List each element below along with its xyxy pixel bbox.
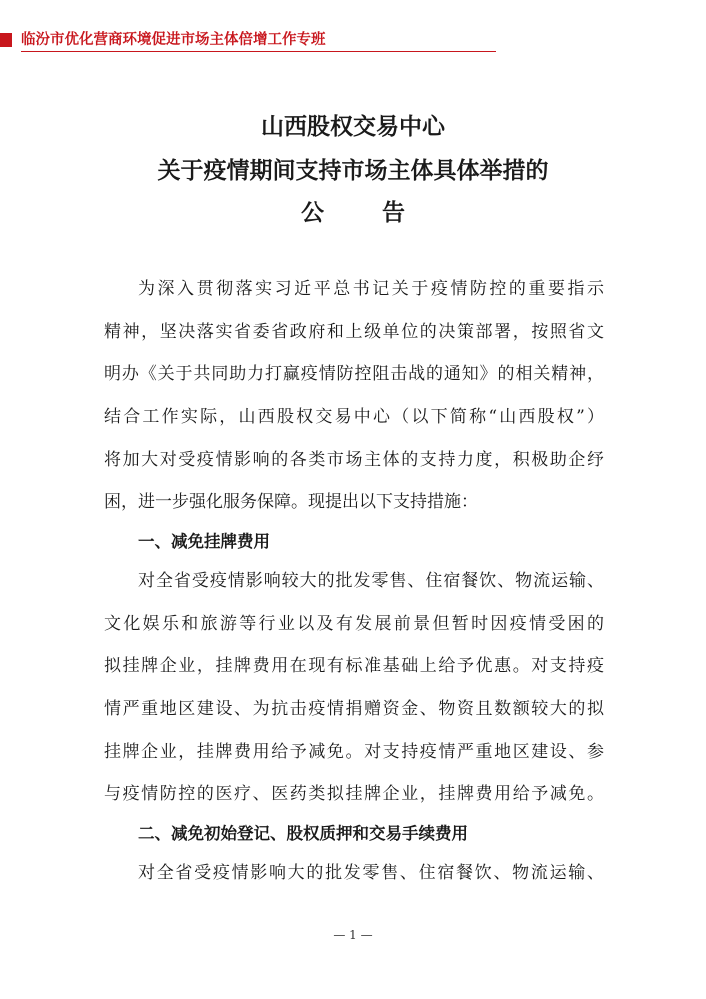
title-line-1: 山西股权交易中心: [261, 113, 445, 140]
paragraph-line: 结合工作实际，山西股权交易中心（以下简称“山西股权”）: [104, 407, 604, 428]
title-line-2: 关于疫情期间支持市场主体具体举措的: [157, 157, 549, 184]
paragraph-line: 情严重地区建设、为抗击疫情捐赠资金、物资且数额较大的拟: [104, 699, 604, 720]
intro-paragraph: [104, 268, 604, 524]
paragraph-line: 挂牌企业，挂牌费用给予减免。对支持疫情严重地区建设、参: [104, 741, 604, 762]
header-title: 临汾市优化营商环境促进市场主体倍增工作专班: [21, 32, 326, 48]
paragraph-line: 将加大对受疫情影响的各类市场主体的支持力度，积极助企纾: [104, 449, 604, 470]
title-line-3: [0, 199, 706, 227]
paragraph-line: 精神，坚决落实省委省政府和上级单位的决策部署，按照省文: [104, 321, 604, 342]
paragraph-line: 明办《关于共同助力打赢疫情防控阻击战的通知》的相关精神，: [104, 364, 604, 385]
section1-paragraph: [104, 560, 604, 816]
paragraph-line: 困，进一步强化服务保障。现提出以下支持措施：: [104, 492, 478, 513]
header-divider: [21, 51, 496, 52]
header-marker: [0, 33, 12, 47]
title-char-2: 告: [382, 199, 405, 226]
paragraph-line: 与疫情防控的医疗、医药类拟挂牌企业，挂牌费用给予减免。: [104, 784, 604, 805]
paragraph-line: 对全省受疫情影响大的批发零售、住宿餐饮、物流运输、: [138, 863, 604, 883]
paragraph-line: 文化娱乐和旅游等行业以及有发展前景但暂时因疫情受困的: [104, 613, 604, 634]
paragraph-line: 对全省受疫情影响较大的批发零售、住宿餐饮、物流运输、: [138, 571, 604, 591]
title-char-1: 公: [301, 199, 324, 226]
section2-paragraph: [104, 852, 604, 895]
paragraph-line: 为深入贯彻落实习近平总书记关于疫情防控的重要指示: [138, 279, 604, 299]
section-heading-2: 二、减免初始登记、股权质押和交易手续费用: [138, 824, 468, 843]
paragraph-line: 拟挂牌企业，挂牌费用在现有标准基础上给予优惠。对支持疫: [104, 656, 604, 677]
page-number: — 1 —: [333, 928, 373, 942]
document-header: [0, 31, 496, 53]
section-heading-1: 一、减免挂牌费用: [138, 532, 270, 551]
